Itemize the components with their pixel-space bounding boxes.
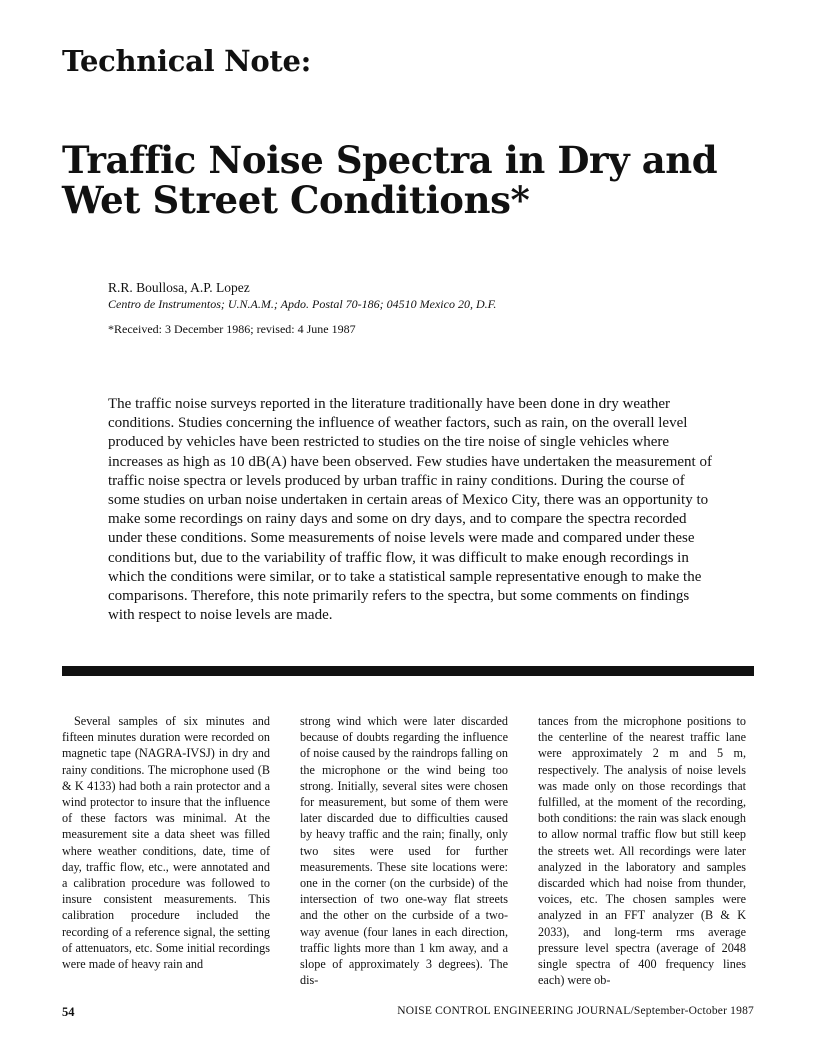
- affiliation: Centro de Instrumentos; U.N.A.M.; Apdo. Postal 70-186; 04510 Mexico 20, D.F.: [108, 297, 497, 311]
- body-column-1: [62, 713, 270, 972]
- section-kicker: Technical Note:: [62, 44, 312, 78]
- body-column-2-text: strong wind which were later discarded because of doubts regarding the influence of noise caused by the raindrops falling on the microphone or the wind being too strong. Initially, several sites were chosen for measurement, but some of them were later discarded due to difficulties caused by heavy traffic and the rain; finally, only two sites were used for further measurements. These site locations were: one in the corner (on the curbside) of the intersection of two one-way flat streets and the other on the curbside of a two-way avenue (four lanes in each direction, traffic lights more than 1 km away, and a slope of approximately 3 degrees). The dis-: [300, 714, 508, 988]
- received-date: *Received: 3 December 1986; revised: 4 June 1987: [108, 322, 356, 336]
- authors: R.R. Boullosa, A.P. Lopez: [108, 280, 250, 295]
- article-title: Traffic Noise Spectra in Dry and Wet Street Conditions*: [62, 138, 718, 222]
- body-column-1-text: Several samples of six minutes and fifteen minutes duration were recorded on magnetic tape (NAGRA-IVSJ) in dry and rainy conditions. The microphone used (B & K 4133) had both a rain protector and a wind protector to insure that the influence of these factors was minimal. At the measurement site a data sheet was filled where weather conditions, date, time of day, traffic flow, etc., were annotated and a calibration procedure was followed to insure consistent measurements. This calibration procedure included the recording of a reference signal, the setting of attenuators, etc. Some initial recordings were made of heavy rain and: [62, 714, 270, 972]
- page-number: 54: [62, 1005, 75, 1019]
- abstract-text: The traffic noise surveys reported in the literature traditionally have been done in dry weather conditions. Studies concerning the influence of weather factors, such as rain, on the overall level produced by vehicles have been restricted to studies on the tire noise of single vehicles where increases as high as 10 dB(A) have been observed. Few studies have undertaken the measurement of traffic noise spectra or levels produced by urban traffic in rainy conditions. During the course of some studies on urban noise undertaken in certain areas of Mexico City, there was an opportunity to make some recordings on rainy days and some on dry days, and to compare the spectra recorded under these conditions. Some measurements of noise levels were made and compared under these conditions but, due to the variability of traffic flow, it was difficult to make enough recordings in which the conditions were similar, or to take a statistical sample representative enough to make the comparisons. Therefore, this note primarily refers to the spectra, but some comments on findings with respect to noise levels are made.: [108, 396, 712, 624]
- body-column-2: [300, 713, 508, 988]
- body-column-3-text: tances from the microphone positions to the centerline of the nearest traffic lane were approximately 2 m and 5 m, respectively. The analysis of noise levels was made only on those recordings that fulfilled, at the moment of the recording, both conditions: the rain was slack enough to allow normal traffic flow but still keep the streets wet. All recordings were later analyzed in the laboratory and samples discarded which had noise from thunder, voices, etc. The chosen samples were analyzed in an FFT analyzer (B & K 2033), and long-term rms average pressure level spectra (average of 2048 single spectra of 400 frequency lines each) were ob-: [538, 714, 746, 988]
- journal-footer: NOISE CONTROL ENGINEERING JOURNAL/September-October 1987: [397, 1005, 754, 1017]
- body-column-3: [538, 713, 746, 988]
- section-divider: [62, 666, 754, 676]
- abstract: [108, 395, 718, 625]
